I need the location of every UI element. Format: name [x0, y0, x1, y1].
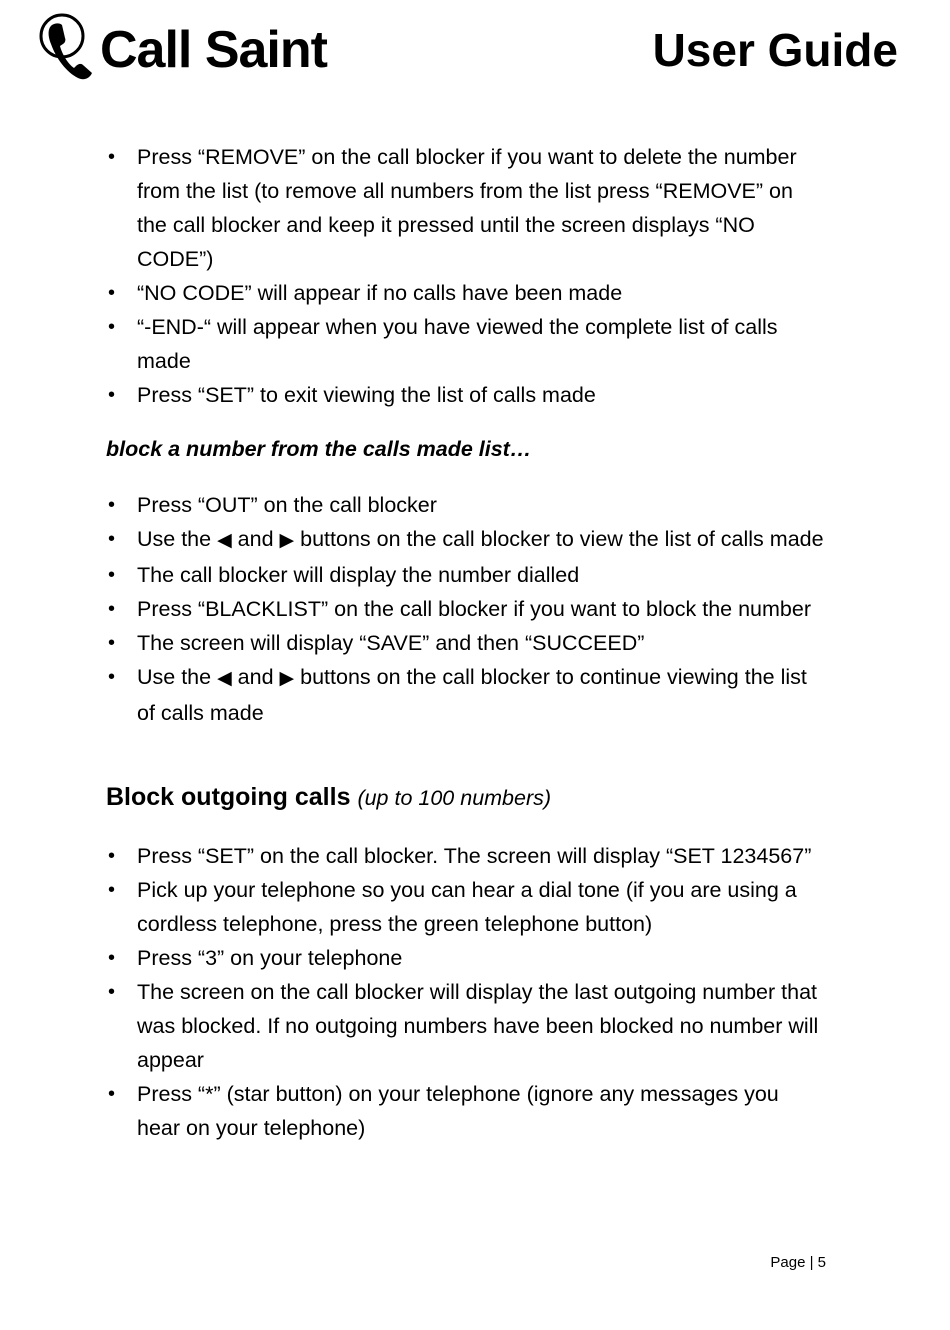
- left-arrow-icon: ◀: [217, 530, 232, 551]
- list-item: • Press “OUT” on the call blocker: [106, 488, 826, 522]
- list-item: • Press “*” (star button) on your telephone (ignore any messages you hear on your telephone): [106, 1077, 826, 1145]
- phone-handset-icon: [38, 12, 96, 87]
- list-item: [106, 660, 826, 730]
- list-item: • Press “SET” on the call blocker. The screen will display “SET 1234567”: [106, 839, 826, 873]
- list-item: • The call blocker will display the number dialled: [106, 558, 826, 592]
- item-text-prefix: Use the: [137, 665, 218, 689]
- list-item: • The screen on the call blocker will display the last outgoing number that was blocked. If no outgoing numbers have been blocked no number will appear: [106, 975, 826, 1077]
- list-item: • Press “3” on your telephone: [106, 941, 826, 975]
- bullet-list-outgoing: [106, 839, 826, 1145]
- list-item: • Press “SET” to exit viewing the list of calls made: [106, 378, 826, 412]
- document-title: User Guide: [652, 24, 898, 76]
- item-text-suffix: buttons on the call blocker to continue viewing the list of calls made: [137, 665, 807, 725]
- subheading-block-from-list: block a number from the calls made list…: [106, 437, 532, 461]
- list-item: • The screen will display “SAVE” and then “SUCCEED”: [106, 626, 826, 660]
- logo: [38, 12, 327, 87]
- section-heading: [106, 778, 826, 817]
- bullet-list-block-number: [106, 488, 826, 730]
- page-header: [38, 10, 898, 90]
- item-text-prefix: Use the: [137, 527, 218, 551]
- page-number: Page | 5: [770, 1254, 826, 1271]
- section-note: (up to 100 numbers): [357, 786, 552, 810]
- right-arrow-icon: ▶: [279, 530, 295, 551]
- item-text-and: and: [231, 527, 280, 551]
- list-item: • Press “REMOVE” on the call blocker if you want to delete the number from the list (to remove all numbers from the list press “REMOVE” on the call blocker and keep it pressed until the screen displays “NO CODE”): [106, 140, 826, 276]
- bullet-list-remove: [106, 140, 826, 412]
- section-title: Block outgoing calls: [106, 783, 351, 811]
- item-text-suffix: buttons on the call blocker to view the list of calls made: [294, 527, 824, 551]
- list-item: • “-END-“ will appear when you have viewed the complete list of calls made: [106, 310, 826, 378]
- brand-name: Call Saint: [100, 20, 327, 79]
- right-arrow-icon: ▶: [279, 668, 295, 689]
- list-item: • Pick up your telephone so you can hear a dial tone (if you are using a cordless telephone, press the green telephone button): [106, 873, 826, 941]
- page-content: [106, 140, 826, 1145]
- item-text-and: and: [231, 665, 280, 689]
- list-item: • “NO CODE” will appear if no calls have been made: [106, 276, 826, 310]
- list-item: • Press “BLACKLIST” on the call blocker if you want to block the number: [106, 592, 826, 626]
- list-item: [106, 522, 826, 558]
- left-arrow-icon: ◀: [217, 668, 232, 689]
